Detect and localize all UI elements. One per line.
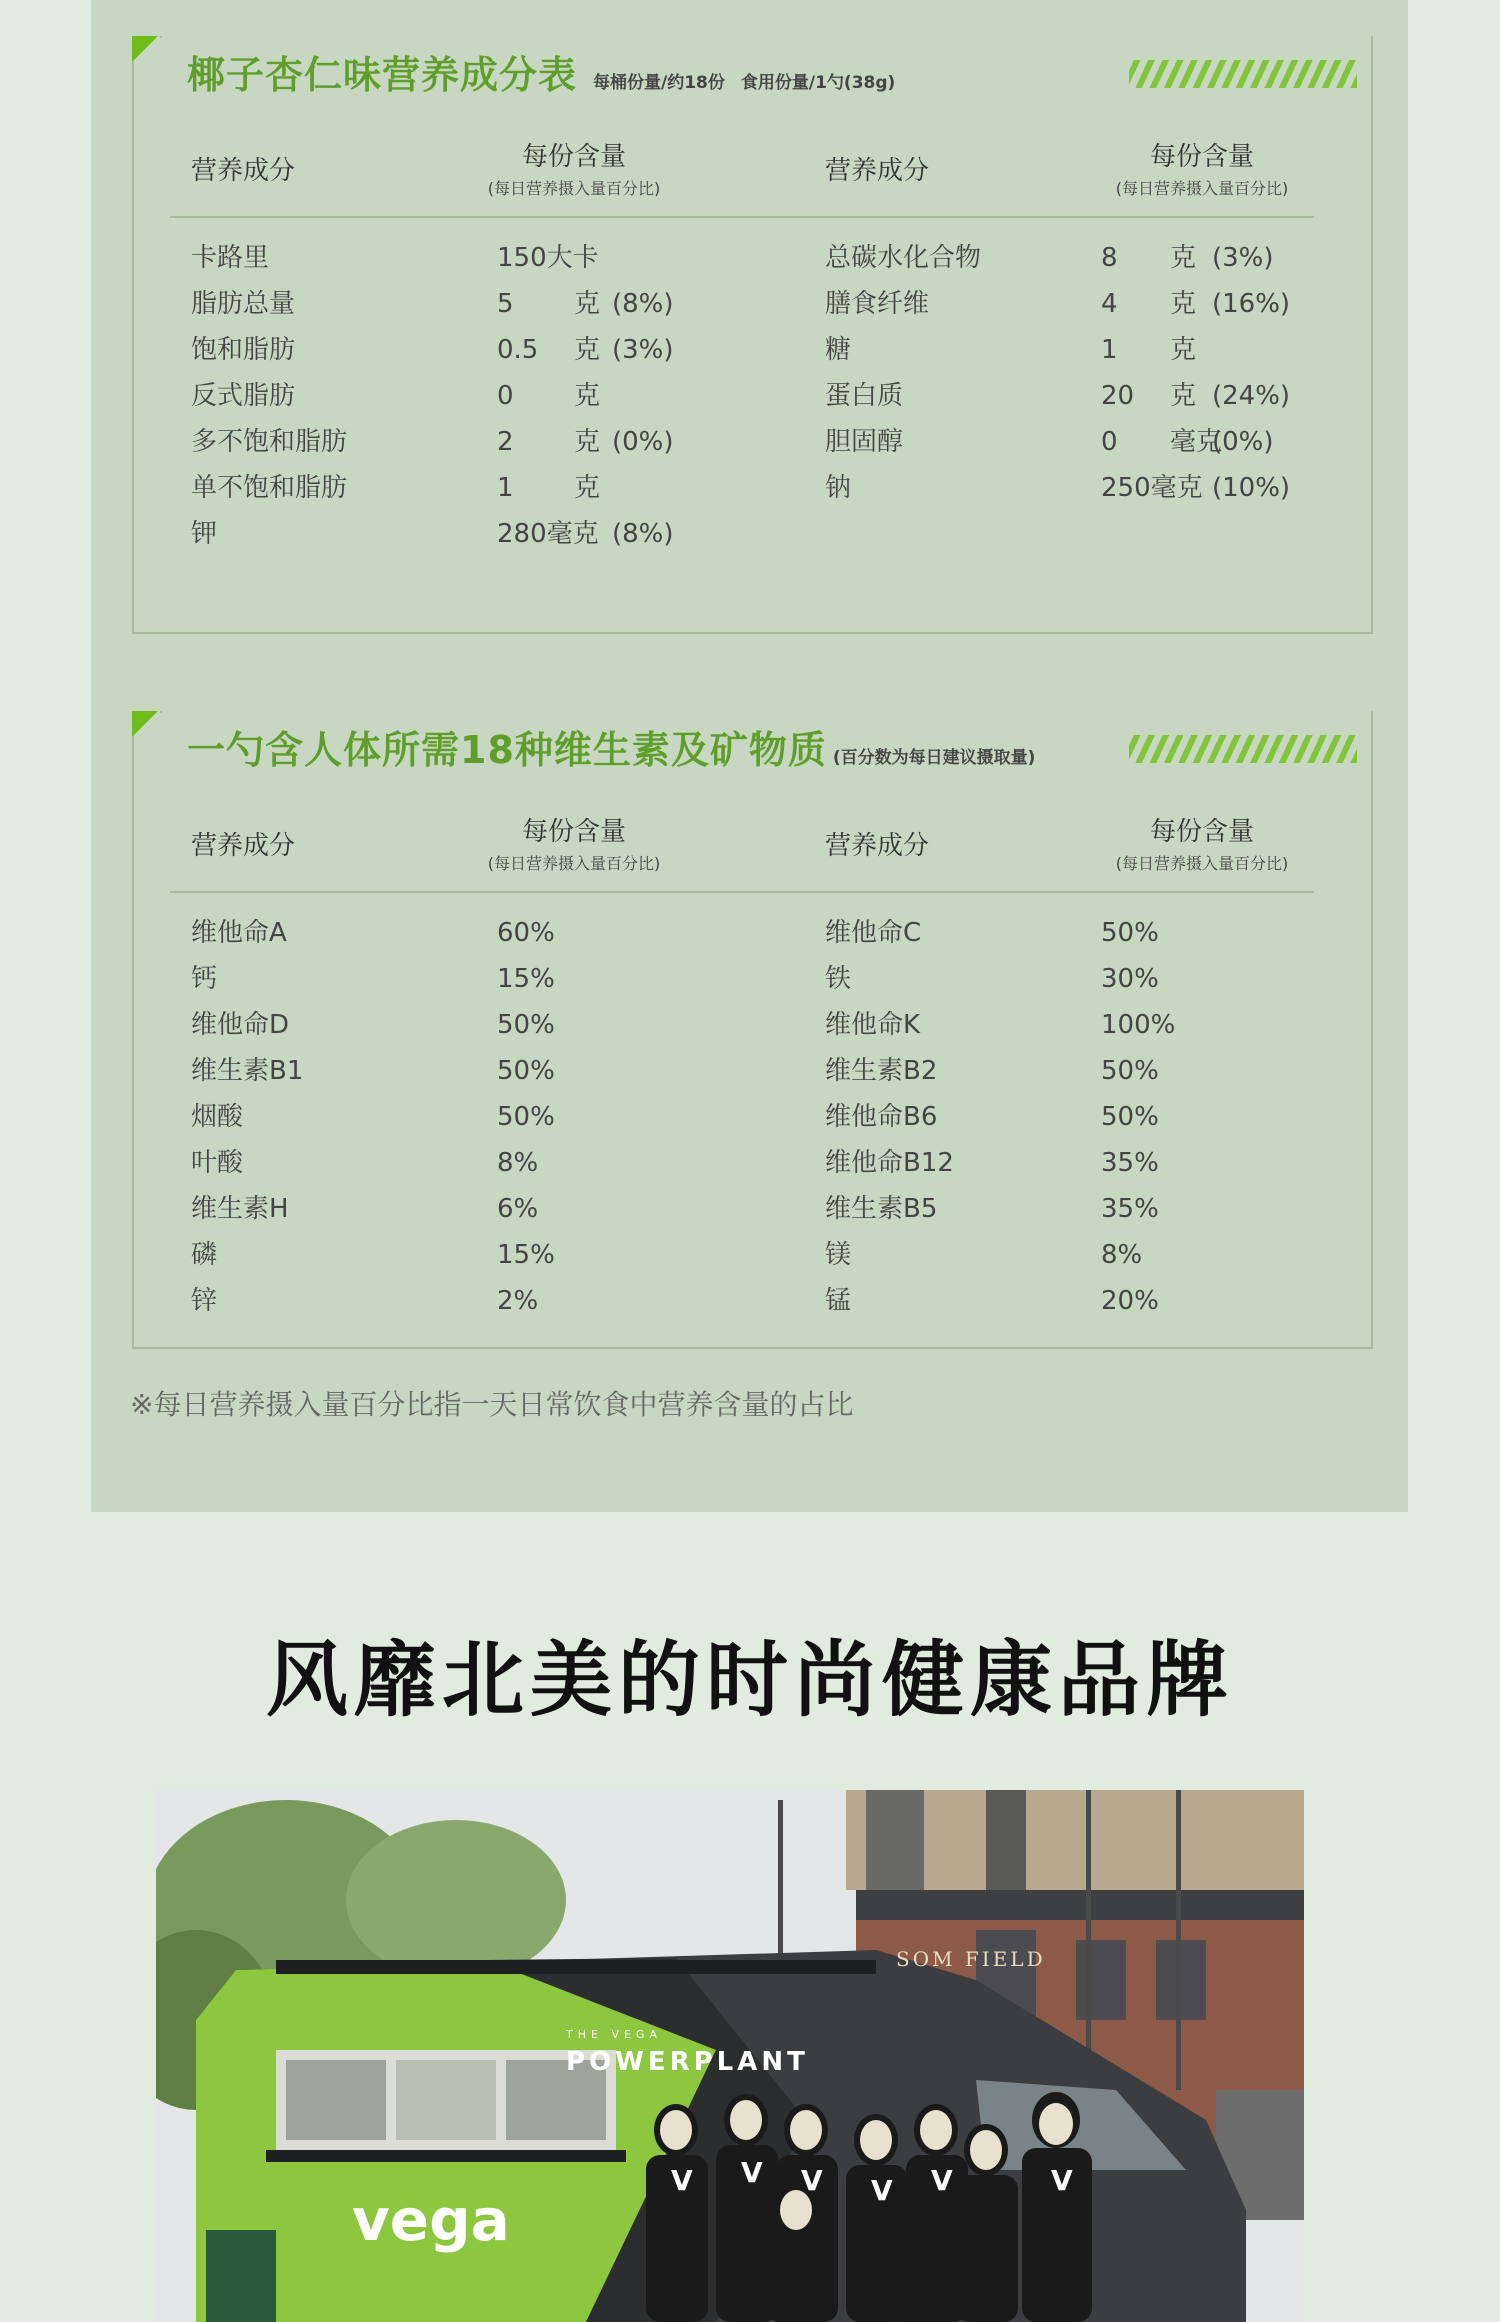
nutrient-name: 多不饱和脂肪 — [191, 427, 348, 457]
table-row — [134, 519, 1334, 549]
table-row — [134, 1102, 1334, 1132]
nutrient-unit: 克 — [574, 289, 601, 319]
daily-value-percent: 8% — [497, 1148, 539, 1178]
vitamin-name: 维他命D — [191, 1010, 290, 1040]
table-row — [134, 1148, 1334, 1178]
nutrition-facts-table — [132, 36, 1373, 634]
column-header-amount: 每份含量 (每日营养摄入量百分比) — [487, 817, 661, 873]
table-row — [134, 1194, 1334, 1224]
table-row — [134, 335, 1334, 365]
daily-value: (0%) — [612, 427, 674, 457]
nutrient-name: 糖 — [825, 335, 852, 365]
nutrient-name: 卡路里 — [191, 243, 270, 273]
daily-value-percent: 50% — [1101, 918, 1159, 948]
daily-value-percent: 50% — [1101, 1056, 1159, 1086]
nutrient-quantity: 0.5 — [497, 335, 539, 365]
daily-value-percent: 35% — [1101, 1148, 1159, 1178]
table-row — [134, 1010, 1334, 1040]
daily-value: (3%) — [1212, 243, 1274, 273]
vitamin-name: 维他命A — [191, 918, 287, 948]
daily-value: (16%) — [1212, 289, 1291, 319]
daily-value: (24%) — [1212, 381, 1291, 411]
serving-size: 食用份量/1勺(38g) — [740, 73, 896, 93]
vitamin-name: 叶酸 — [191, 1148, 244, 1178]
nutrient-unit: 克 — [1170, 243, 1197, 273]
table-row — [134, 1056, 1334, 1086]
vitamin-name: 磷 — [191, 1240, 218, 1270]
table-row — [134, 427, 1334, 457]
nutrient-quantity: 150大卡 — [497, 243, 599, 273]
nutrient-quantity: 0 — [497, 381, 514, 411]
vitamin-name: 维生素B2 — [825, 1056, 938, 1086]
vitamins-minerals-table — [132, 711, 1373, 1349]
daily-value-percent: 15% — [497, 1240, 555, 1270]
daily-value-percent: 30% — [1101, 964, 1159, 994]
svg-text:V: V — [671, 2164, 693, 2197]
daily-value-percent: 35% — [1101, 1194, 1159, 1224]
nutrient-name: 钠 — [825, 473, 852, 503]
daily-value: (8%) — [612, 289, 674, 319]
truck-name: POWERPLANT — [566, 2047, 809, 2077]
truck-small-text: THE VEGA — [566, 2028, 662, 2041]
table-row — [134, 473, 1334, 503]
table-row — [134, 1286, 1334, 1316]
corner-accent — [132, 711, 158, 737]
vitamin-name: 锌 — [191, 1286, 218, 1316]
section-title: 椰子杏仁味营养成分表 每桶份量/约18份 食用份量/1勺(38g) — [187, 53, 896, 97]
stripe-decoration — [1129, 60, 1357, 88]
svg-text:V: V — [741, 2156, 763, 2189]
vitamin-name: 维生素B1 — [191, 1056, 304, 1086]
building-sign: SOM FIELD — [896, 1947, 1046, 1971]
nutrient-quantity: 8 — [1101, 243, 1118, 273]
section-title: 一勺含人体所需18种维生素及矿物质 (百分数为每日建议摄取量) — [187, 728, 1036, 772]
nutrient-name: 饱和脂肪 — [191, 335, 296, 365]
nutrient-name: 钾 — [191, 519, 218, 549]
vitamin-name: 维生素H — [191, 1194, 289, 1224]
header-divider — [170, 891, 1314, 893]
table-row — [134, 918, 1334, 948]
column-header-amount-right: 每份含量 (每日营养摄入量百分比) — [1115, 142, 1289, 198]
nutrient-name: 总碳水化合物 — [825, 243, 982, 273]
column-header-nutrient: 营养成分 — [191, 156, 296, 186]
section-subtitle: (百分数为每日建议摄取量) — [832, 748, 1036, 768]
vitamin-name: 维他命C — [825, 918, 922, 948]
daily-value: (3%) — [612, 335, 674, 365]
nutrient-quantity: 5 — [497, 289, 514, 319]
table-row — [134, 1240, 1334, 1270]
column-header-nutrient-right: 营养成分 — [825, 156, 930, 186]
daily-value-percent: 50% — [1101, 1102, 1159, 1132]
daily-value-percent: 20% — [1101, 1286, 1159, 1316]
column-header-nutrient: 营养成分 — [191, 831, 296, 861]
svg-text:V: V — [801, 2164, 823, 2197]
nutrient-unit: 克 — [1170, 289, 1197, 319]
brand-heading: 风靡北美的时尚健康品牌 — [265, 1633, 1234, 1728]
daily-value: (8%) — [612, 519, 674, 549]
vitamin-name: 镁 — [825, 1240, 852, 1270]
vitamin-name: 烟酸 — [191, 1102, 244, 1132]
vitamin-name: 维他命K — [825, 1010, 921, 1040]
corner-accent — [132, 36, 158, 62]
nutrient-name: 单不饱和脂肪 — [191, 473, 348, 503]
vitamin-name: 维他命B6 — [825, 1102, 938, 1132]
vitamin-name: 铁 — [825, 964, 852, 994]
column-header-amount-right: 每份含量 (每日营养摄入量百分比) — [1115, 817, 1289, 873]
column-header-amount: 每份含量 (每日营养摄入量百分比) — [487, 142, 661, 198]
servings-per-container: 每桶份量/约18份 — [593, 73, 725, 93]
truck-logo: vega — [352, 2186, 510, 2254]
table-row — [134, 289, 1334, 319]
vitamin-name: 锰 — [825, 1286, 852, 1316]
nutrient-unit: 克 — [574, 427, 601, 457]
nutrient-unit: 克 — [574, 335, 601, 365]
daily-value: (10%) — [1212, 473, 1291, 503]
table-row — [134, 381, 1334, 411]
daily-value-percent: 60% — [497, 918, 555, 948]
table-row — [134, 243, 1334, 273]
nutrient-quantity: 2 — [497, 427, 514, 457]
svg-text:V: V — [1051, 2164, 1073, 2197]
header-divider — [170, 216, 1314, 218]
nutrient-unit: 克 — [1170, 381, 1197, 411]
vitamin-name: 钙 — [191, 964, 218, 994]
svg-text:V: V — [931, 2164, 953, 2197]
daily-value-percent: 8% — [1101, 1240, 1143, 1270]
daily-value-percent: 2% — [497, 1286, 539, 1316]
table-row — [134, 964, 1334, 994]
nutrient-quantity: 250毫克 — [1101, 473, 1203, 503]
nutrient-name: 反式脂肪 — [191, 381, 296, 411]
daily-value-percent: 50% — [497, 1010, 555, 1040]
nutrient-unit: 毫克 — [1170, 427, 1223, 457]
nutrient-unit: 克 — [574, 381, 601, 411]
nutrient-quantity: 1 — [1101, 335, 1118, 365]
nutrient-quantity: 280毫克 — [497, 519, 599, 549]
nutrient-name: 蛋白质 — [825, 381, 904, 411]
nutrient-quantity: 20 — [1101, 381, 1135, 411]
vitamin-name: 维生素B5 — [825, 1194, 938, 1224]
column-header-nutrient-right: 营养成分 — [825, 831, 930, 861]
footnote: ※每日营养摄入量百分比指一天日常饮食中营养含量的占比 — [130, 1388, 854, 1421]
nutrient-quantity: 0 — [1101, 427, 1118, 457]
daily-value-percent: 50% — [497, 1102, 555, 1132]
daily-value-percent: 6% — [497, 1194, 539, 1224]
nutrient-unit: 克 — [574, 473, 601, 503]
nutrient-quantity: 4 — [1101, 289, 1118, 319]
team-photo — [156, 1790, 1304, 2322]
nutrient-quantity: 1 — [497, 473, 514, 503]
nutrient-name: 脂肪总量 — [191, 289, 296, 319]
daily-value-percent: 100% — [1101, 1010, 1176, 1040]
vitamin-name: 维他命B12 — [825, 1148, 954, 1178]
daily-value: (0%) — [1212, 427, 1274, 457]
nutrient-name: 胆固醇 — [825, 427, 904, 457]
daily-value-percent: 50% — [497, 1056, 555, 1086]
stripe-decoration — [1129, 735, 1357, 763]
nutrient-name: 膳食纤维 — [825, 289, 930, 319]
svg-text:V: V — [871, 2174, 893, 2207]
daily-value-percent: 15% — [497, 964, 555, 994]
nutrient-unit: 克 — [1170, 335, 1197, 365]
